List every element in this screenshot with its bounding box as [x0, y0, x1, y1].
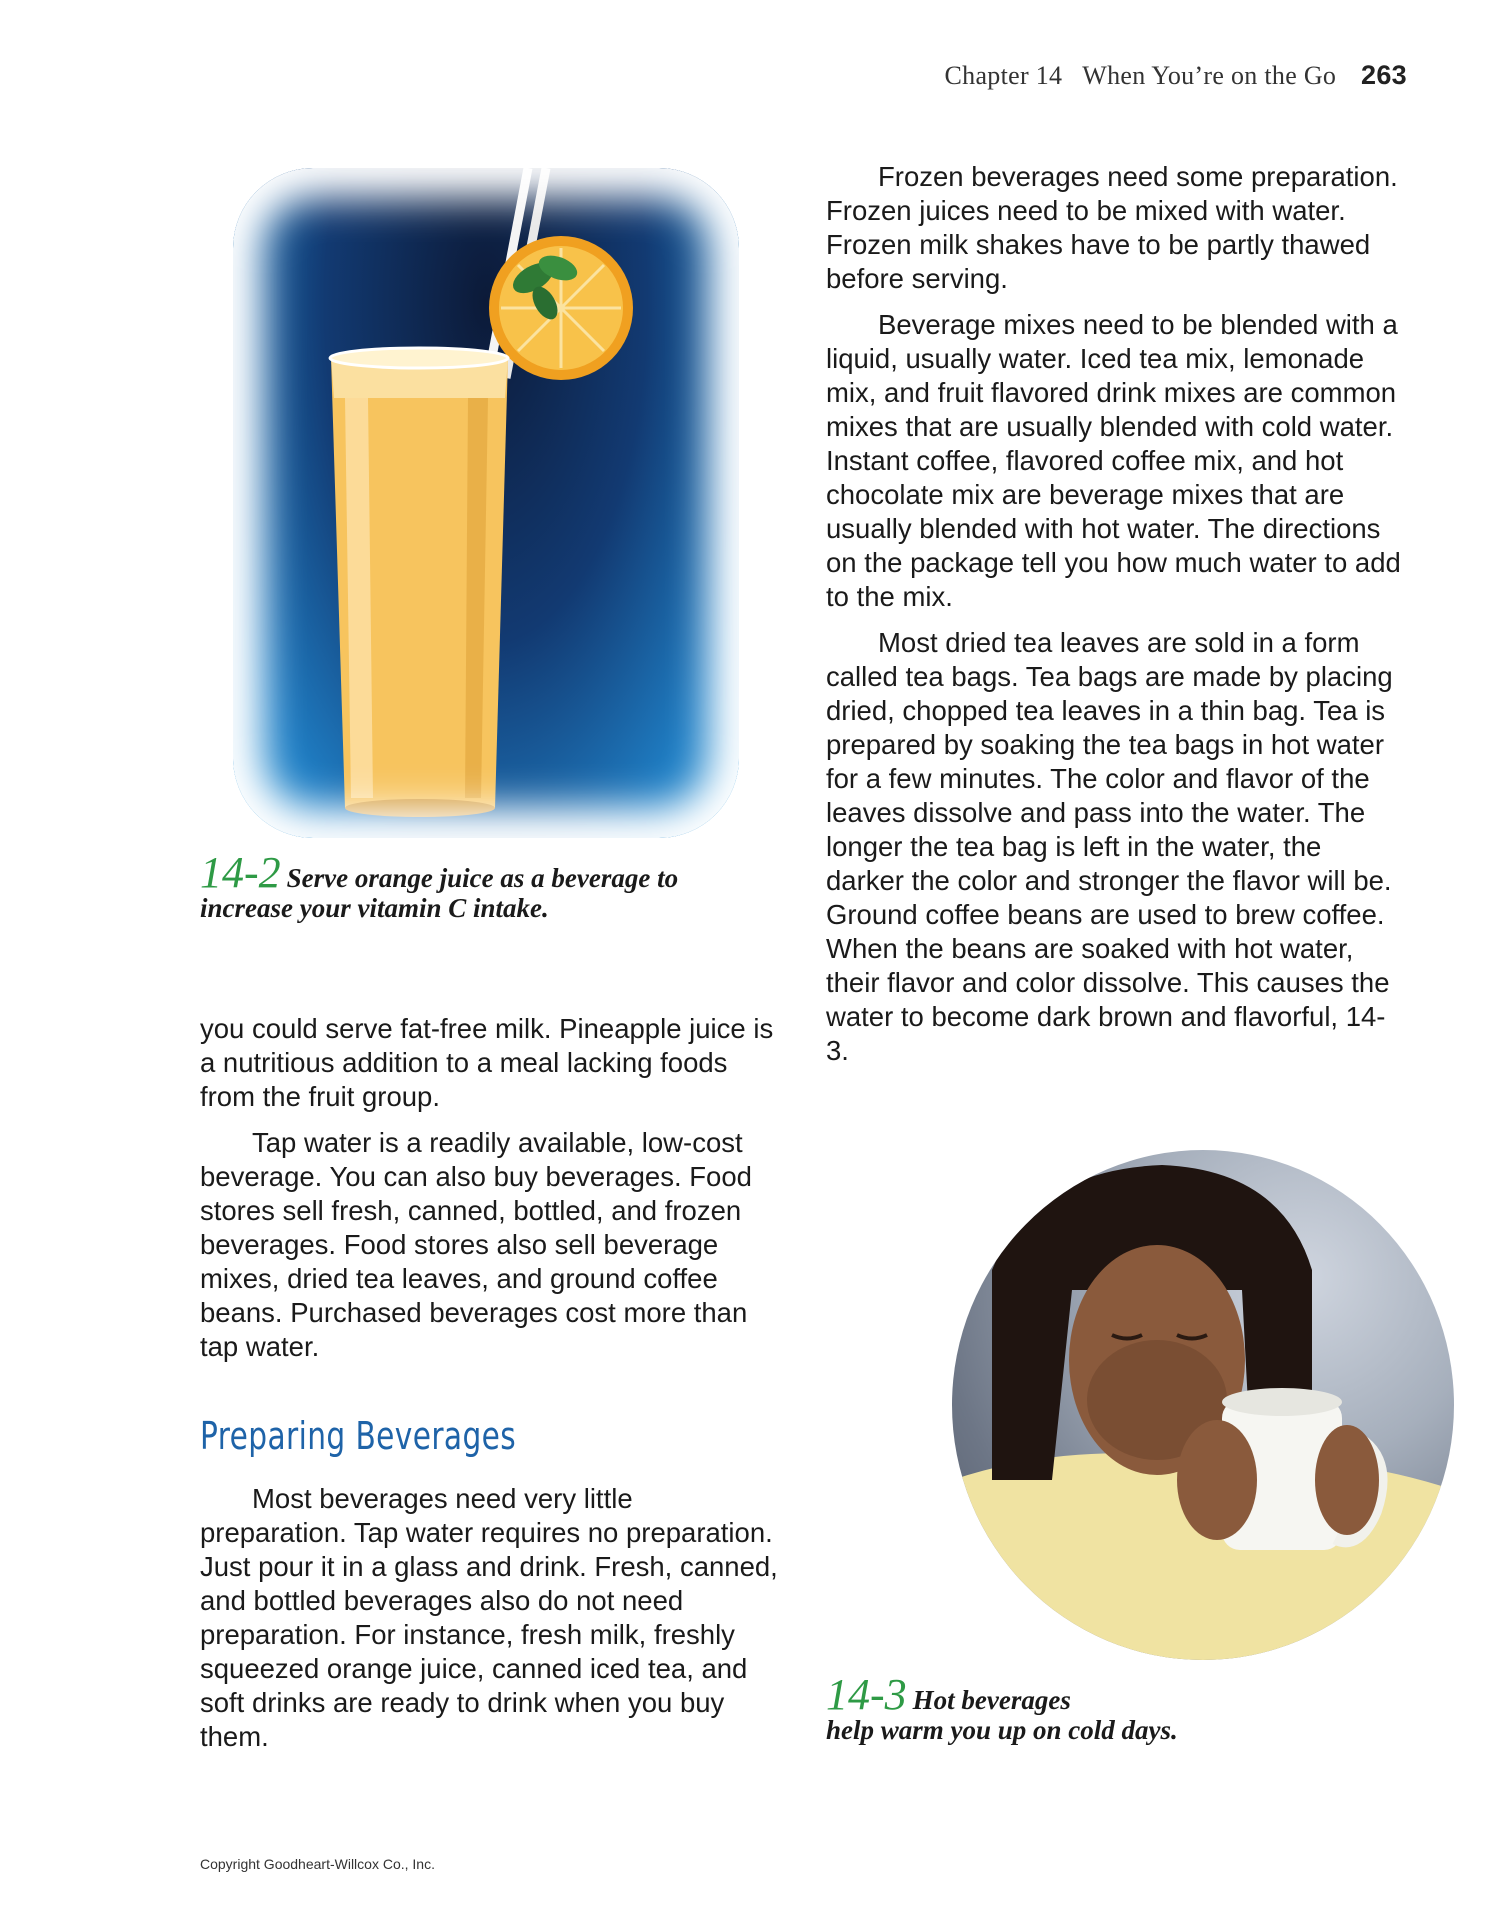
paragraph: Beverage mixes need to be blended with a liquid, usually water. Iced tea mix, lemonade mix, and fruit flavored drink mixes are common mixes that are usually blended with cold water. Instant coffee, flavored coffee mix, and hot chocolate mix are beverage mixes that are usually blended with hot water. The directions on the package tell you how much water to add to the mix. — [826, 309, 1401, 612]
copyright-notice: Copyright Goodheart-Willcox Co., Inc. — [200, 1856, 435, 1872]
page-number: 263 — [1361, 60, 1407, 90]
paragraph: Most dried tea leaves are sold in a form called tea bags. Tea bags are made by placing dried, chopped tea leaves in a thin bag. Tea is prepared by soaking the tea bags in hot water for a few minutes. The color and flavor of the leaves dissolve and pass into the water. The longer the tea bag is left in the water, the darker the color and stronger the flavor will be. Ground coffee beans are used to brew coffee. When the beans are soaked with hot water, their flavor and color dissolve. This causes the water to become dark brown and flavorful, 14-3. — [826, 627, 1393, 1066]
paragraph: Most beverages need very little preparation. Tap water requires no preparation. Just pour it in a glass and drink. Fresh, canned, and bottled beverages also do not need preparation. For instance, fresh milk, freshly squeezed orange juice, canned iced tea, and soft drinks are ready to drink when you buy them. — [200, 1483, 778, 1752]
paragraph: Frozen beverages need some preparation. Frozen juices need to be mixed with water. Frozen milk shakes have to be partly thawed before serving. — [826, 161, 1398, 294]
orange-juice-photo — [233, 168, 739, 838]
figure-number: 14-2 — [200, 848, 281, 897]
chapter-title: Chapter 14 When You’re on the Go — [944, 61, 1337, 90]
figure-14-3-caption — [826, 1670, 1386, 1745]
left-column-bottom — [200, 1482, 780, 1766]
figure-14-2-caption — [200, 848, 760, 923]
hot-beverage-photo — [952, 1150, 1454, 1660]
right-column — [826, 160, 1406, 1080]
caption-text: Serve orange juice as a beverage to increase your vitamin C intake. — [200, 863, 679, 923]
section-heading: Preparing Beverages — [200, 1414, 517, 1458]
left-column-top — [200, 1012, 780, 1376]
caption-text: Hot beverages — [912, 1685, 1071, 1715]
paragraph: Tap water is a readily available, low-cost beverage. You can also buy beverages. Food stores sell fresh, canned, bottled, and frozen beverages. Food stores also sell beverage mixes, dried tea leaves, and ground coffee beans. Purchased beverages cost more than tap water. — [200, 1127, 752, 1362]
paragraph: you could serve fat-free milk. Pineapple juice is a nutritious addition to a meal lacking foods from the fruit group. — [200, 1013, 774, 1112]
figure-number: 14-3 — [826, 1670, 907, 1719]
running-head — [945, 60, 1408, 91]
caption-text: help warm you up on cold days. — [826, 1715, 1178, 1745]
